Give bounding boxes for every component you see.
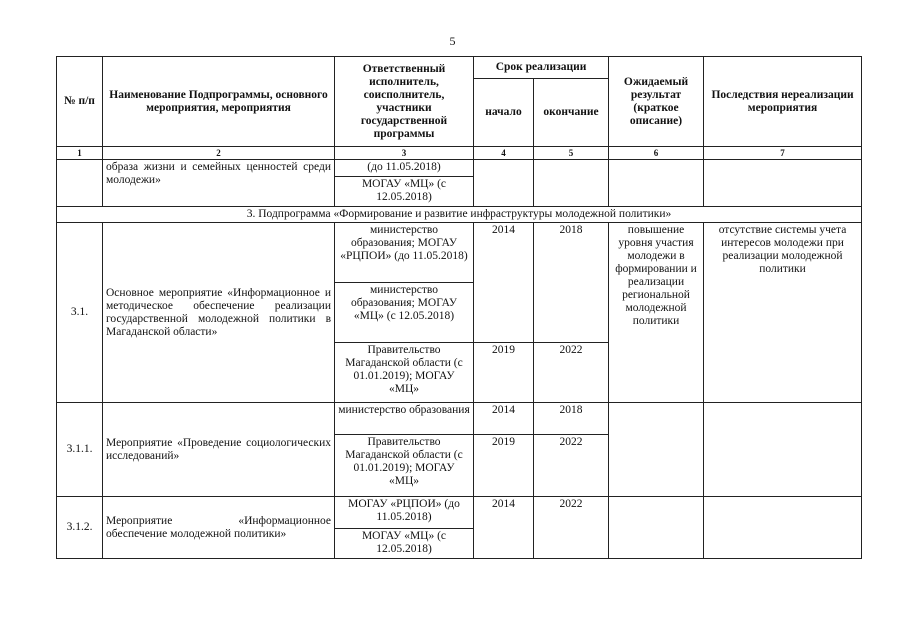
col-number: 4: [474, 147, 534, 160]
cell-name: Основное мероприятие «Информационное и методическое обеспечение реализации государственной молодежной политики в Магаданской области»: [103, 223, 335, 403]
cell-end: [534, 160, 609, 207]
table-row: [57, 497, 862, 529]
col-number: 1: [57, 147, 103, 160]
header-term: Срок реализации: [474, 57, 609, 79]
column-numbers-row: [57, 147, 862, 160]
cell-responsible: министерство образования; МОГАУ «РЦПОИ» (до 11.05.2018): [335, 223, 474, 283]
header-end: окончание: [534, 79, 609, 147]
cell-result: повышение уровня участия молодежи в формировании и реализации региональной молодежной политики: [609, 223, 704, 403]
cell-start: [474, 160, 534, 207]
cell-num: 3.1.: [57, 223, 103, 403]
col-number: 7: [704, 147, 862, 160]
cell-end: 2018: [534, 403, 609, 435]
cell-name: Мероприятие «Информационное обеспечение молодежной политики»: [103, 497, 335, 559]
cell-end: 2022: [534, 497, 609, 559]
cell-start: 2019: [474, 343, 534, 403]
cell-responsible: министерство образования; МОГАУ «МЦ» (с 12.05.2018): [335, 283, 474, 343]
cell-responsible: МОГАУ «МЦ» (с 12.05.2018): [335, 177, 474, 207]
cell-responsible: (до 11.05.2018): [335, 160, 474, 177]
section-title: 3. Подпрограмма «Формирование и развитие инфраструктуры молодежной политики»: [57, 207, 862, 223]
cell-consequences: [704, 497, 862, 559]
cell-result: [609, 160, 704, 207]
cell-result: [609, 497, 704, 559]
header-name: Наименование Подпрограммы, основного мероприятия, мероприятия: [103, 57, 335, 147]
cell-name: образа жизни и семейных ценностей среди молодежи»: [103, 160, 335, 207]
col-number: 3: [335, 147, 474, 160]
program-table: [56, 56, 862, 559]
cell-end: 2022: [534, 435, 609, 497]
cell-responsible: МОГАУ «РЦПОИ» (до 11.05.2018): [335, 497, 474, 529]
cell-responsible: МОГАУ «МЦ» (с 12.05.2018): [335, 529, 474, 559]
header-row: [57, 57, 862, 79]
header-start: начало: [474, 79, 534, 147]
cell-responsible: Правительство Магаданской области (с 01.01.2019); МОГАУ «МЦ»: [335, 343, 474, 403]
header-consequences: Последствия нереализации мероприятия: [704, 57, 862, 147]
cell-end: 2018: [534, 223, 609, 343]
section-row: [57, 207, 862, 223]
table-row: [57, 160, 862, 177]
table-row: [57, 223, 862, 283]
cell-consequences: [704, 160, 862, 207]
col-number: 6: [609, 147, 704, 160]
cell-consequences: [704, 403, 862, 497]
cell-start: 2014: [474, 403, 534, 435]
cell-name: Мероприятие «Проведение социологических исследований»: [103, 403, 335, 497]
cell-start: 2019: [474, 435, 534, 497]
cell-num: 3.1.2.: [57, 497, 103, 559]
cell-start: 2014: [474, 497, 534, 559]
cell-start: 2014: [474, 223, 534, 343]
col-number: 2: [103, 147, 335, 160]
cell-num: 3.1.1.: [57, 403, 103, 497]
header-responsible: Ответственный исполнитель, соисполнитель, участники государственной программы: [335, 57, 474, 147]
cell-consequences: отсутствие системы учета интересов молодежи при реализации молодежной политики: [704, 223, 862, 403]
cell-end: 2022: [534, 343, 609, 403]
cell-result: [609, 403, 704, 497]
page-number: 5: [449, 34, 456, 48]
table-row: [57, 403, 862, 435]
cell-responsible: Правительство Магаданской области (с 01.01.2019); МОГАУ «МЦ»: [335, 435, 474, 497]
cell-responsible: министерство образования: [335, 403, 474, 435]
col-number: 5: [534, 147, 609, 160]
header-num: № п/п: [57, 57, 103, 147]
cell-num: [57, 160, 103, 207]
header-result: Ожидаемый результат (краткое описание): [609, 57, 704, 147]
